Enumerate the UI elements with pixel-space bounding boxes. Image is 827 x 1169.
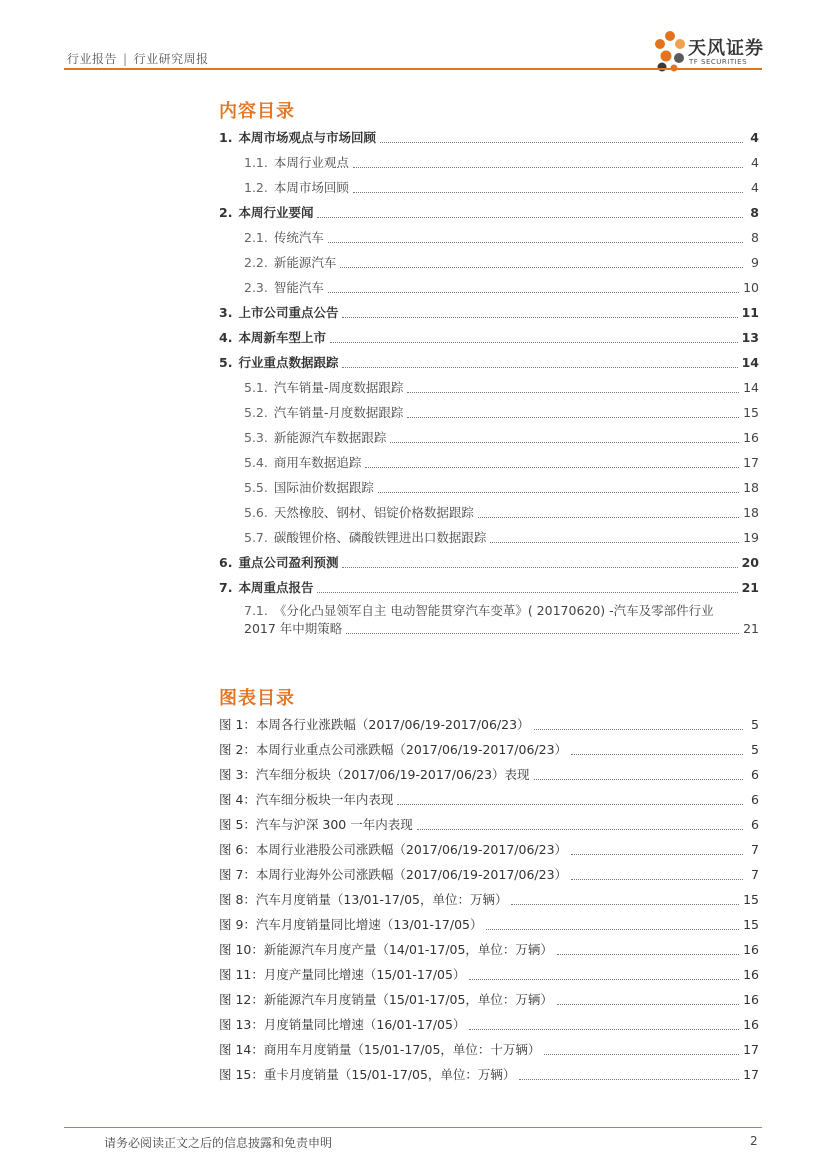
toc-dot-leader (407, 391, 739, 393)
toc-entry-number: 5.7. (244, 530, 268, 545)
figure-dot-leader (469, 978, 739, 980)
toc-entry[interactable] (244, 155, 759, 171)
toc-entry-text: 重点公司盈利预测 (238, 555, 339, 570)
toc-entry-text: 智能汽车 (273, 280, 324, 295)
figure-entry-page: 6 (751, 817, 759, 832)
toc-entry-text: 国际油价数据跟踪 (273, 480, 374, 495)
figure-entry[interactable] (219, 842, 759, 858)
figure-entry-text: 图 5：汽车与沪深 300 一年内表现 (219, 817, 413, 832)
figure-entry-text: 图 9：汽车月度销量同比增速（13/01-17/05） (219, 917, 483, 932)
toc-entry-page: 16 (743, 430, 759, 445)
footer-page-number: 2 (750, 1134, 758, 1148)
toc-entry-text: 传统汽车 (273, 230, 324, 245)
figure-entry-text: 图 8：汽车月度销量（13/01-17/05，单位：万辆） (219, 892, 508, 907)
toc-dot-leader (490, 541, 739, 543)
header-divider (64, 68, 762, 70)
toc-entry-number: 2.3. (244, 280, 268, 295)
toc-dot-leader (328, 241, 743, 243)
toc-entry-text: 新能源汽车数据跟踪 (273, 430, 387, 445)
toc-entry-page: 8 (751, 230, 759, 245)
figure-entry[interactable] (219, 717, 759, 733)
toc-entry-number: 4. (219, 330, 233, 345)
figure-dot-leader (417, 828, 743, 830)
toc-dot-leader (365, 466, 739, 468)
toc-entry-page: 4 (750, 130, 759, 145)
figure-entry-text: 图 3：汽车细分板块（2017/06/19-2017/06/23）表现 (219, 767, 530, 782)
figure-entry-text: 图 12：新能源汽车月度销量（15/01-17/05，单位：万辆） (219, 992, 553, 1007)
toc-dot-leader (353, 191, 743, 193)
toc-entry-text: 《分化凸显领军自主 电动智能贯穿汽车变革》( 20170620) -汽车及零部件行业 (273, 603, 714, 618)
figure-entry[interactable] (219, 892, 759, 908)
toc-entry[interactable] (244, 180, 759, 196)
figures-title: 图表目录 (219, 688, 295, 709)
toc-dot-leader (340, 266, 743, 268)
figure-entry-text: 图 1：本周各行业涨跌幅（2017/06/19-2017/06/23） (219, 717, 530, 732)
toc-entry-text: 行业重点数据跟踪 (238, 355, 339, 370)
figure-entry[interactable] (219, 967, 759, 983)
figure-entry-text: 图 15：重卡月度销量（15/01-17/05，单位：万辆） (219, 1067, 516, 1082)
figure-entry[interactable] (219, 1017, 759, 1033)
toc-entry-page: 4 (751, 155, 759, 170)
figure-entry-text: 图 2：本周行业重点公司涨跌幅（2017/06/19-2017/06/23） (219, 742, 568, 757)
toc-entry[interactable] (219, 555, 759, 571)
toc-entry-text: 本周重点报告 (238, 580, 314, 595)
toc-entry-page: 18 (743, 505, 759, 520)
toc-entry-number: 2. (219, 205, 233, 220)
toc-dot-leader (353, 166, 743, 168)
toc-entry-page: 20 (741, 555, 759, 570)
figure-dot-leader (511, 903, 739, 905)
toc-entry-text-continued: 2017 年中期策略 (244, 621, 343, 636)
figure-entry[interactable] (219, 992, 759, 1008)
figure-dot-leader (557, 953, 739, 955)
toc-entry[interactable] (244, 280, 759, 296)
toc-entry[interactable] (219, 355, 759, 371)
figure-dot-leader (519, 1078, 739, 1080)
figure-entry-page: 16 (743, 942, 759, 957)
toc-entry-number: 5. (219, 355, 233, 370)
toc-dot-leader (317, 591, 737, 593)
toc-entry-number: 5.2. (244, 405, 268, 420)
toc-entry[interactable] (219, 330, 759, 346)
toc-dot-leader (380, 141, 743, 143)
toc-entry-number: 2.1. (244, 230, 268, 245)
logo-flower-icon (652, 30, 688, 72)
figure-dot-leader (534, 728, 743, 730)
figure-entry[interactable] (219, 792, 759, 808)
figure-entry-text: 图 14：商用车月度销量（15/01-17/05，单位：十万辆） (219, 1042, 541, 1057)
toc-dot-leader (407, 416, 739, 418)
toc-dot-leader (328, 291, 739, 293)
toc-entry-page: 14 (741, 355, 759, 370)
figure-entry-text: 图 4：汽车细分板块一年内表现 (219, 792, 394, 807)
toc-entry-number: 1.1. (244, 155, 268, 170)
figure-entry[interactable] (219, 1067, 759, 1083)
logo-subtitle: TF SECURITIES (689, 58, 748, 66)
toc-entry-page: 11 (741, 305, 759, 320)
figure-dot-leader (469, 1028, 739, 1030)
toc-entry-text: 本周行业要闻 (238, 205, 314, 220)
figure-entry-text: 图 7：本周行业海外公司涨跌幅（2017/06/19-2017/06/23） (219, 867, 568, 882)
figure-entry[interactable] (219, 742, 759, 758)
figure-entry-page: 16 (743, 967, 759, 982)
figure-dot-leader (486, 928, 739, 930)
figure-entry-text: 图 13：月度销量同比增速（16/01-17/05） (219, 1017, 466, 1032)
figure-dot-leader (557, 1003, 739, 1005)
toc-entry-number: 5.1. (244, 380, 268, 395)
toc-entry-number: 5.5. (244, 480, 268, 495)
toc-entry-page: 4 (751, 180, 759, 195)
toc-entry-number: 7.1. (244, 603, 268, 618)
toc-entry-number: 6. (219, 555, 233, 570)
toc-entry-page: 10 (743, 280, 759, 295)
figure-entry-page: 7 (751, 842, 759, 857)
figure-entry[interactable] (219, 767, 759, 783)
toc-entry-text: 天然橡胶、钢材、铝锭价格数据跟踪 (273, 505, 474, 520)
figure-entry[interactable] (219, 917, 759, 933)
toc-title: 内容目录 (219, 101, 295, 122)
toc-entry-page: 21 (741, 580, 759, 595)
figure-entry-page: 5 (751, 717, 759, 732)
header-separator: | (123, 52, 128, 66)
company-logo (652, 30, 767, 72)
figure-entry-text: 图 6：本周行业港股公司涨跌幅（2017/06/19-2017/06/23） (219, 842, 568, 857)
toc-entry[interactable] (219, 305, 759, 321)
figure-dot-leader (397, 803, 743, 805)
toc-entry[interactable] (244, 255, 759, 271)
logo-name: 天风证券 (688, 38, 764, 59)
toc-entry-page: 8 (750, 205, 759, 220)
toc-entry-number: 5.6. (244, 505, 268, 520)
toc-entry-text: 本周行业观点 (273, 155, 349, 170)
toc-entry-page: 9 (751, 255, 759, 270)
figure-entry[interactable] (219, 867, 759, 883)
toc-dot-leader (342, 316, 737, 318)
toc-entry-number: 2.2. (244, 255, 268, 270)
figure-entry-page: 17 (743, 1067, 759, 1082)
toc-entry-page: 15 (743, 405, 759, 420)
toc-entry-number: 5.4. (244, 455, 268, 470)
toc-entry-text: 本周新车型上市 (238, 330, 326, 345)
figure-entry-page: 15 (743, 892, 759, 907)
footer-disclaimer: 请务必阅读正文之后的信息披露和免责申明 (104, 1136, 333, 1150)
toc-entry-7-1[interactable] (244, 603, 759, 637)
toc-entry[interactable] (219, 130, 759, 146)
figure-dot-leader (571, 853, 743, 855)
toc-entry-page: 21 (743, 621, 759, 636)
toc-entry[interactable] (244, 430, 759, 446)
figure-dot-leader (571, 753, 743, 755)
figure-entry-page: 5 (751, 742, 759, 757)
figure-entry-text: 图 10：新能源汽车月度产量（14/01-17/05，单位：万辆） (219, 942, 553, 957)
toc-entry-page: 14 (743, 380, 759, 395)
toc-entry-page: 18 (743, 480, 759, 495)
figure-dot-leader (544, 1053, 739, 1055)
toc-entry-page: 13 (741, 330, 759, 345)
toc-entry[interactable] (244, 480, 759, 496)
toc-dot-leader (342, 566, 737, 568)
toc-entry-text: 本周市场观点与市场回顾 (238, 130, 376, 145)
figure-entry-text: 图 11：月度产量同比增速（15/01-17/05） (219, 967, 466, 982)
toc-entry-number: 1.2. (244, 180, 268, 195)
figure-entry[interactable] (219, 817, 759, 833)
figure-dot-leader (534, 778, 743, 780)
toc-dot-leader (342, 366, 737, 368)
toc-entry-number: 3. (219, 305, 233, 320)
header-subcategory-label: 行业研究周报 (133, 52, 209, 66)
figure-entry[interactable] (219, 942, 759, 958)
toc-dot-leader (317, 216, 743, 218)
toc-entry-text: 本周市场回顾 (273, 180, 349, 195)
toc-entry[interactable] (244, 380, 759, 396)
toc-entry-number: 5.3. (244, 430, 268, 445)
toc-entry[interactable] (244, 505, 759, 521)
toc-entry-text: 碳酸锂价格、磷酸铁锂进出口数据跟踪 (273, 530, 487, 545)
toc-entry-text: 汽车销量-月度数据跟踪 (273, 405, 404, 420)
toc-dot-leader (378, 491, 739, 493)
toc-entry-page: 17 (743, 455, 759, 470)
toc-dot-leader (390, 441, 739, 443)
toc-dot-leader (346, 632, 739, 634)
toc-entry-text: 新能源汽车 (273, 255, 337, 270)
toc-entry[interactable] (244, 455, 759, 471)
footer-divider (64, 1127, 762, 1128)
header-category-label: 行业报告 (67, 52, 118, 66)
toc-entry[interactable] (244, 405, 759, 421)
toc-entry-text: 汽车销量-周度数据跟踪 (273, 380, 404, 395)
figure-entry[interactable] (219, 1042, 759, 1058)
toc-entry[interactable] (244, 230, 759, 246)
figure-entry-page: 16 (743, 992, 759, 1007)
toc-entry-text: 商用车数据追踪 (273, 455, 362, 470)
figure-entry-page: 16 (743, 1017, 759, 1032)
figure-entry-page: 17 (743, 1042, 759, 1057)
toc-entry-text: 上市公司重点公告 (238, 305, 339, 320)
figure-entry-page: 7 (751, 867, 759, 882)
toc-entry-number: 1. (219, 130, 233, 145)
figure-entry-page: 6 (751, 767, 759, 782)
toc-dot-leader (478, 516, 739, 518)
figure-entry-page: 15 (743, 917, 759, 932)
toc-entry-number: 7. (219, 580, 233, 595)
toc-entry[interactable] (244, 530, 759, 546)
figure-entry-page: 6 (751, 792, 759, 807)
figure-dot-leader (571, 878, 743, 880)
toc-entry-page: 19 (743, 530, 759, 545)
toc-entry[interactable] (219, 205, 759, 221)
header-category (67, 50, 209, 67)
toc-entry[interactable] (219, 580, 759, 596)
toc-dot-leader (330, 341, 738, 343)
